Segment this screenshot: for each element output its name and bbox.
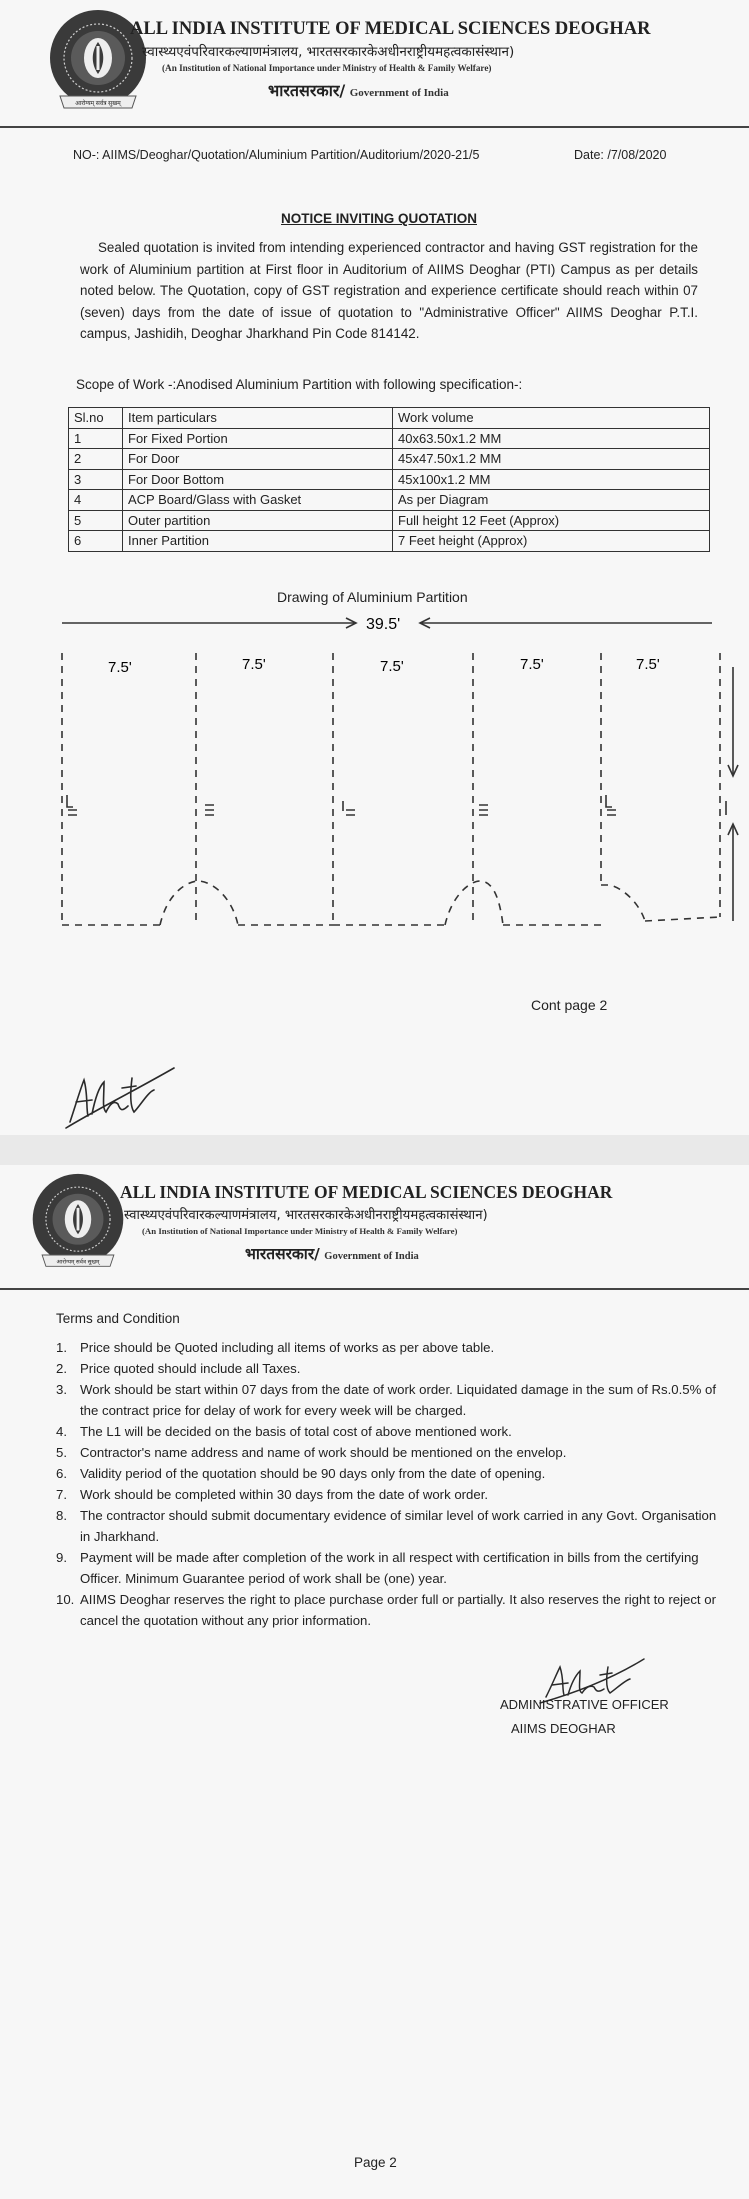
header-rule [0,1288,749,1290]
officer-signature-image [538,1645,648,1705]
table-cell: Inner Partition [123,531,393,552]
table-cell: Full height 12 Feet (Approx) [393,510,710,531]
notice-body: Sealed quotation is invited from intending experienced contractor and having GST registration for the work of Aluminium partition at First floor in Auditorium of AIIMS Deoghar (PTI) Campus as per details noted below. The Quotation, copy of GST registration and experience certificate should reach within 07 (seven) days from the date of issue of quotation to "Administrative Officer" AIIMS Deoghar P.T.I. campus, Jashidih, Deoghar Jharkhand Pin Code 814142. [80,240,698,341]
table-cell: 4 [69,490,123,511]
section-width-label: 7.5' [108,659,132,676]
institute-subtitle: (An Institution of National Importance under Ministry of Health & Family Welfare) [162,63,492,73]
table-row [69,449,710,470]
table-row [69,510,710,531]
total-width-label: 39.5' [366,616,401,633]
government-line [268,79,449,101]
letterhead [0,0,749,125]
page-number: Page 2 [354,2155,397,2170]
specification-table [68,407,710,552]
scope-of-work: Scope of Work -:Anodised Aluminium Partition with following specification-: [76,377,523,392]
logo-tagline: आरोग्यम् सर्वत्र सुखम् [56,1259,100,1266]
section-width-label: 7.5' [520,656,544,673]
term-text: Work should be start within 07 days from the date of work order. Liquidated damage in the sum of Rs.0.5% of the contract price for delay of work for every week will be charged. [80,1382,717,1418]
letter-date: Date: /7/08/2020 [574,148,667,162]
table-cell: As per Diagram [393,490,710,511]
section-width-label: 7.5' [636,656,660,673]
table-header-cell: Work volume [393,408,710,429]
notice-title: NOTICE INVITING QUOTATION [281,211,477,226]
table-cell: 3 [69,469,123,490]
term-number: 4. [56,1424,67,1439]
letterhead [0,1165,749,1290]
institute-subtitle: (An Institution of National Importance under Ministry of Health & Family Welfare) [142,1226,458,1236]
list-item [56,1379,721,1421]
partition-drawing [0,605,749,935]
table-cell: 7 Feet height (Approx) [393,531,710,552]
gov-english: Government of India [324,1251,419,1262]
table-row [69,428,710,449]
institute-hindi-line: स्वास्थ्यएवंपरिवारकल्याणमंत्रालय, भारतसरकारकेअधीनराष्ट्रीयमहत्वकासंस्थान) [124,1208,488,1223]
table-cell: 45x47.50x1.2 MM [393,449,710,470]
list-item [56,1421,721,1442]
institute-title: ALL INDIA INSTITUTE OF MEDICAL SCIENCES DEOGHAR [130,19,651,39]
term-text: Price should be Quoted including all items of works as per above table. [80,1340,495,1355]
drawing-title: Drawing of Aluminium Partition [277,589,468,605]
term-text: The L1 will be decided on the basis of total cost of above mentioned work. [80,1424,512,1439]
document-page-2 [0,1165,749,2199]
term-text: Validity period of the quotation should be 90 days only from the date of opening. [80,1466,546,1481]
table-row [69,490,710,511]
gov-english: Government of India [349,87,449,99]
term-number: 10. [56,1592,75,1607]
table-header-row [69,408,710,429]
term-text: Price quoted should include all Taxes. [80,1361,301,1376]
gov-hindi: भारतसरकार/ [245,1245,320,1263]
term-number: 8. [56,1508,67,1523]
terms-heading: Terms and Condition [56,1311,180,1326]
institute-title: ALL INDIA INSTITUTE OF MEDICAL SCIENCES DEOGHAR [120,1182,613,1202]
government-line [245,1242,419,1264]
term-text: AIIMS Deoghar reserves the right to place purchase order full or partially. It also reserves the right to reject or cancel the quotation without any prior information. [80,1592,716,1628]
signature-image [62,1042,180,1132]
term-text: Contractor's name address and name of work should be mentioned on the envelop. [80,1445,567,1460]
table-cell: 1 [69,428,123,449]
term-text: Work should be completed within 30 days from the date of work order. [80,1487,489,1502]
reference-number: NO-: AIIMS/Deoghar/Quotation/Aluminium Partition/Auditorium/2020-21/5 [73,148,480,162]
term-number: 3. [56,1382,67,1397]
term-number: 9. [56,1550,67,1565]
list-item [56,1505,721,1547]
term-number: 7. [56,1487,67,1502]
term-text: The contractor should submit documentary evidence of similar level of work carried in any Govt. Organisation in Jharkhand. [80,1508,717,1544]
term-number: 6. [56,1466,67,1481]
logo-tagline: आरोग्यम् सर्वत्र सुखम् [75,101,121,107]
section-width-label: 7.5' [380,658,404,675]
institute-hindi-line: स्वास्थ्यएवंपरिवारकल्याणमंत्रालय, भारतसरकारकेअधीनराष्ट्रीयमहत्वकासंस्थान) [142,44,515,60]
list-item [56,1337,721,1358]
signature-text: Ablatel [62,1042,66,1043]
signatory-organisation: AIIMS DEOGHAR [511,1721,616,1736]
list-item [56,1547,721,1589]
list-item [56,1484,721,1505]
list-item [56,1358,721,1379]
list-item [56,1463,721,1484]
gov-hindi: भारतसरकार/ [268,81,346,100]
table-cell: Outer partition [123,510,393,531]
table-cell: 6 [69,531,123,552]
list-item [56,1442,721,1463]
table-cell: 2 [69,449,123,470]
term-number: 5. [56,1445,67,1460]
table-cell: For Door [123,449,393,470]
table-header-cell: Item particulars [123,408,393,429]
list-item [56,1589,721,1631]
table-row [69,469,710,490]
table-cell: 5 [69,510,123,531]
section-width-label: 7.5' [242,656,266,673]
table-cell: For Door Bottom [123,469,393,490]
table-cell: 40x63.50x1.2 MM [393,428,710,449]
term-number: 1. [56,1340,67,1355]
aiims-logo-icon [28,1172,128,1272]
terms-list [56,1337,721,1631]
continued-note: Cont page 2 [531,997,608,1013]
term-text: Payment will be made after completion of the work in all respect with certification in bills from the certifying Officer. Minimum Guarantee period of work shall be (one) year. [80,1550,699,1586]
table-cell: ACP Board/Glass with Gasket [123,490,393,511]
table-header-cell: Sl.no [69,408,123,429]
table-cell: 45x100x1.2 MM [393,469,710,490]
term-number: 2. [56,1361,67,1376]
header-rule [0,126,749,128]
signatory-title: ADMINISTRATIVE OFFICER [500,1697,669,1712]
table-cell: For Fixed Portion [123,428,393,449]
table-row [69,531,710,552]
